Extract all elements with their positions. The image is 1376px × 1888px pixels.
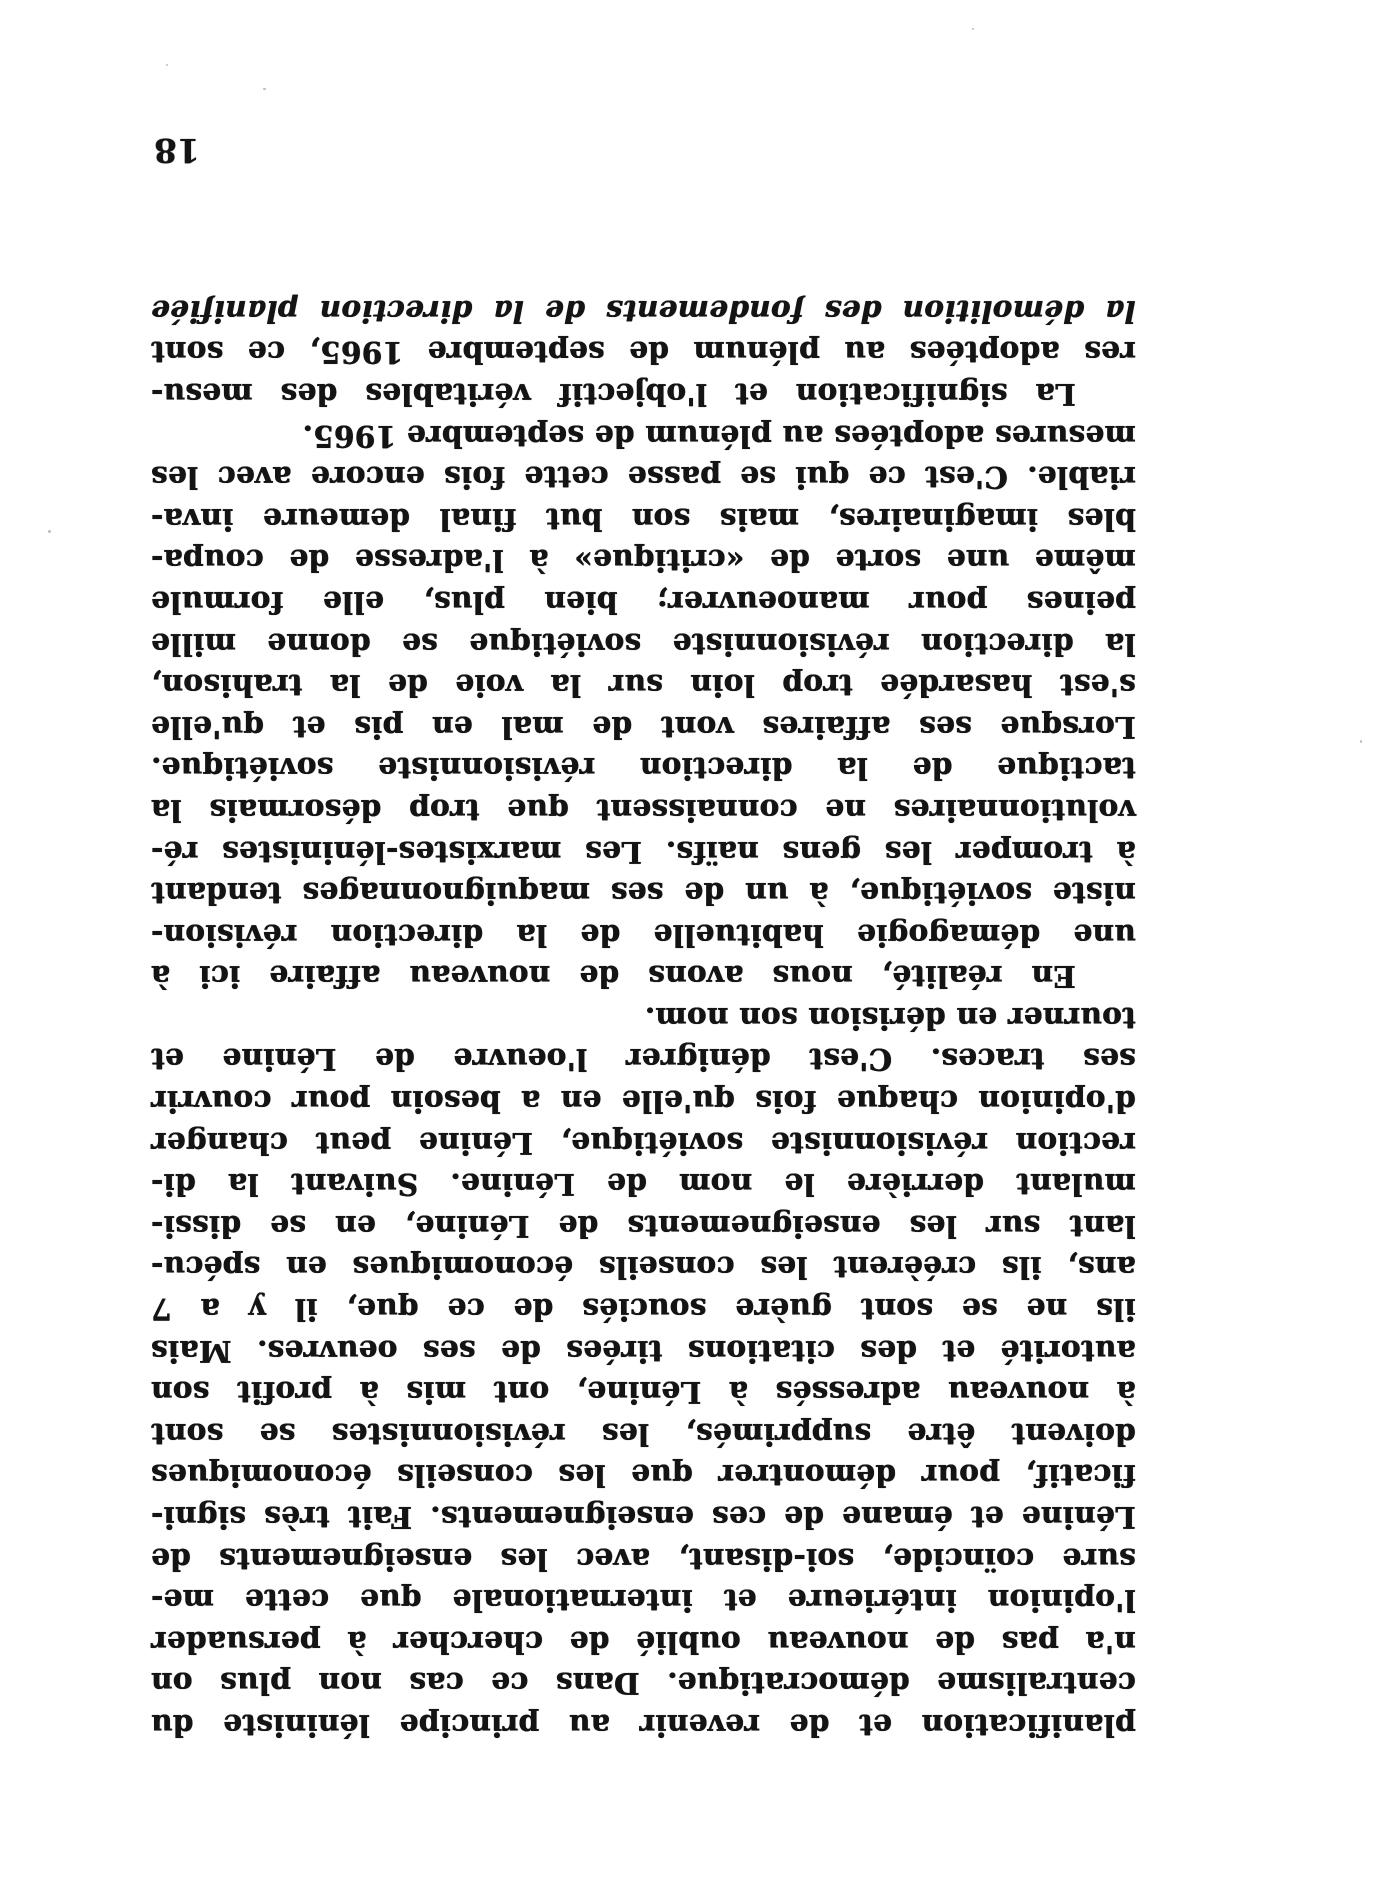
body-text — [151, 290, 1136, 1746]
text-line: niste soviétique, à un de ses maquignonnages tendant — [151, 876, 1136, 912]
text-line: riable. C'est ce qui se passe cette fois encore avec les — [151, 460, 1136, 496]
text-line: peines pour manoeuvrer; bien plus, elle formule — [151, 584, 1136, 620]
text-line: rection révisionniste soviétique, Lénine peut changer — [151, 1125, 1136, 1161]
text-line: s'est hasardée trop loin sur la voie de la trahison, — [151, 668, 1136, 704]
text-line: ils ne se sont guère souciés de ce que, il y a 7 — [151, 1292, 1136, 1328]
text-line: ficatif, pour démontrer que les conseils économiques — [151, 1458, 1136, 1494]
text-line: doivent être supprimés, les révisionnistes se sont — [151, 1416, 1136, 1452]
text-line: sure coïncide, soi-disant, avec les enseignements de — [151, 1541, 1136, 1577]
text-line: d'opinion chaque fois qu'elle en a besoin pour couvrir — [151, 1084, 1136, 1120]
text-line: bles imaginaires, mais son but final demeure inva- — [151, 501, 1136, 537]
text-line: l'opinion intérieure et internationale que cette me- — [151, 1583, 1136, 1619]
scan-speck — [48, 530, 51, 533]
text-line: autorité et des citations tirées de ses oeuvres. Mais — [151, 1333, 1136, 1369]
text-line: En réalité, nous avons de nouveau affaire ici à — [151, 959, 1076, 995]
text-line: à nouveau adressés à Lénine, ont mis à profit son — [151, 1375, 1136, 1411]
text-line: à tromper les gens naïfs. Les marxistes-léninistes ré- — [151, 834, 1136, 870]
text-line: La signification et l'objectif véritables des mesu- — [151, 377, 1076, 412]
scan-speck — [1360, 740, 1362, 743]
text-line: la démolition des fondements de la direction planifiée — [151, 293, 1136, 329]
text-line: planification et de revenir au principe léniniste du — [151, 1708, 1136, 1743]
text-line: lant sur les enseignements de Lénine, en se dissi- — [151, 1208, 1136, 1244]
text-line: une démagogie habituelle de la direction révision- — [151, 917, 1136, 953]
text-line: volutionnaires ne connaissent que trop désormais la — [151, 792, 1136, 828]
text-line: Lorsque ses affaires vont de mal en pis et qu'elle — [151, 709, 1136, 745]
text-line: res adoptées au plénum de septembre 1965, ce sont — [151, 335, 1136, 371]
text-line: même une sorte de «critique» à l'adresse de coupa- — [151, 543, 1136, 579]
scan-speck — [166, 64, 168, 66]
scan-speck — [972, 28, 974, 30]
scan-speck — [263, 88, 266, 90]
text-line: mulant derrière le nom de Lénine. Suivant la di- — [151, 1167, 1136, 1203]
text-line: n'a pas de nouveau oublié de chercher à persuader — [151, 1624, 1136, 1660]
text-line: ans, ils créèrent les conseils économiques en spécu- — [151, 1250, 1136, 1286]
text-line: tactique de la direction révisionniste soviétique. — [151, 751, 1136, 787]
text-line: mesures adoptées au plénum de septembre 1965. — [302, 418, 1136, 454]
text-line: tourner en dérision son nom. — [644, 1000, 1136, 1036]
text-line: la direction révisionniste soviétique se donne mille — [151, 626, 1136, 662]
text-line: ses traces. C'est dénigrer l'oeuvre de Lénine et — [151, 1042, 1136, 1078]
text-line: Lénine et émane de ces enseignements. Fait très signi- — [151, 1500, 1136, 1536]
text-line: centralisme démocratique. Dans ce cas non plus on — [151, 1666, 1136, 1702]
page-number: 18 — [154, 131, 200, 170]
